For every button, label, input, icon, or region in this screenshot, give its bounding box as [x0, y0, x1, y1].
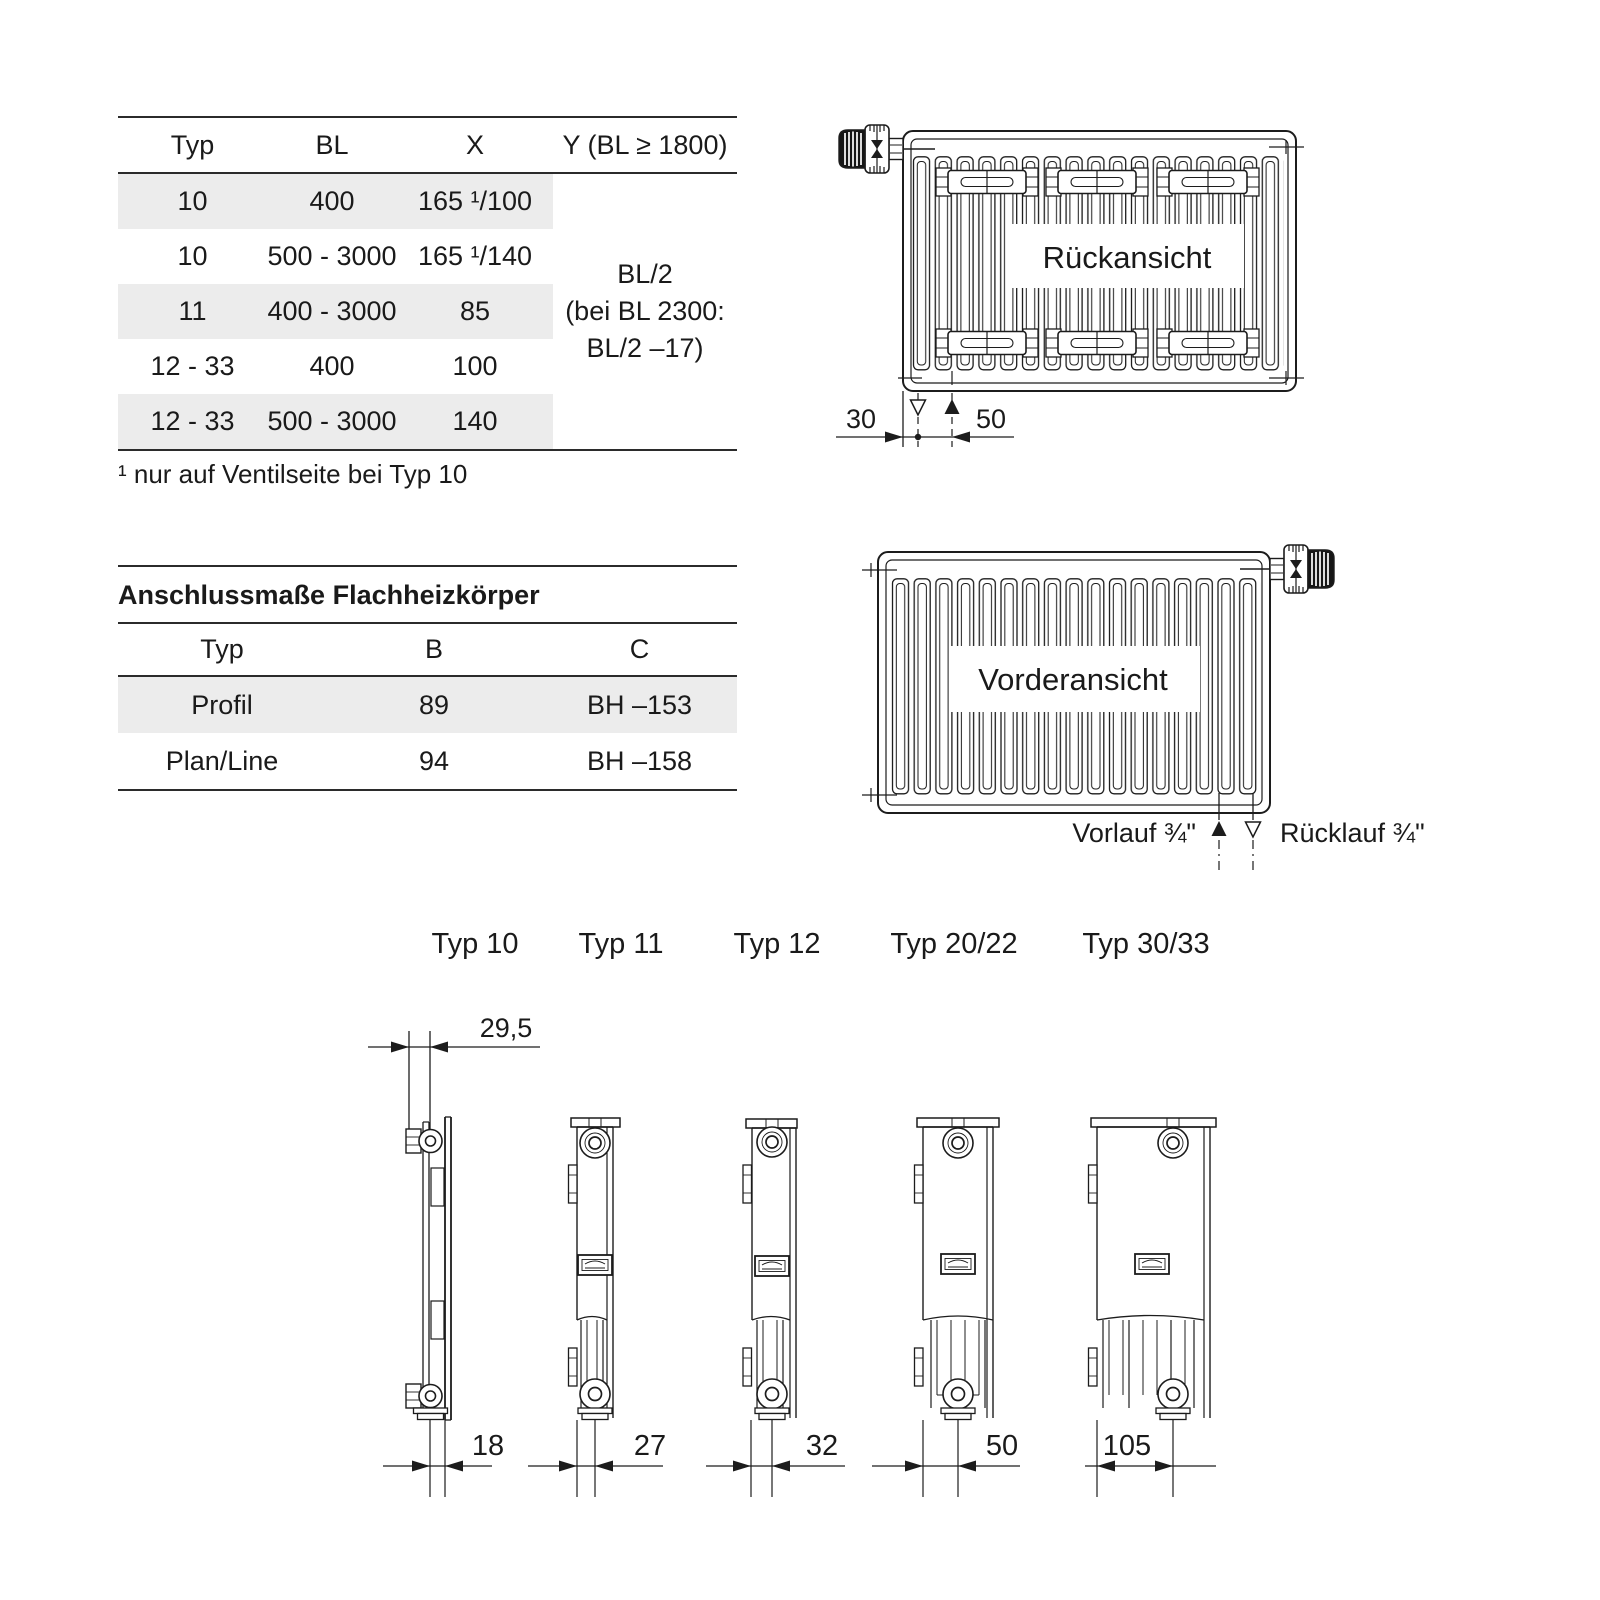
table-cell: BH –153 — [586, 690, 693, 720]
table-cell: 500 - 3000 — [267, 241, 397, 271]
section-typ11 — [528, 1118, 666, 1497]
y-line-2: (bei BL 2300: — [565, 296, 725, 326]
rear-view-drawing — [836, 125, 1304, 447]
thermostat-valve-icon — [1270, 545, 1334, 593]
rear-dim-30: 30 — [845, 404, 877, 434]
table-cell: 400 - 3000 — [267, 284, 397, 339]
dimension-table — [118, 116, 737, 451]
table-footnote: ¹ nur auf Ventilseite bei Typ 10 — [118, 459, 468, 489]
dim-50: 50 — [985, 1430, 1019, 1462]
table-cell: 100 — [452, 351, 498, 381]
flow-label: Vorlauf ¾" — [1072, 818, 1196, 848]
dim-18: 18 — [471, 1430, 505, 1462]
table-cell: 12 - 33 — [150, 351, 235, 381]
rear-dim-50: 50 — [975, 404, 1007, 434]
front-view-drawing — [862, 545, 1425, 870]
table-row — [118, 733, 737, 789]
section-typ2022 — [872, 1118, 1020, 1497]
column-header: Typ — [170, 130, 215, 160]
rear-view-label: Rückansicht — [1042, 240, 1212, 275]
table-cell: 94 — [418, 746, 450, 776]
section-typ12 — [706, 1119, 845, 1497]
dim-27: 27 — [633, 1430, 667, 1462]
column-header: Y (BL ≥ 1800) — [562, 130, 728, 160]
section-label-typ3033: Typ 30/33 — [1082, 928, 1210, 960]
column-header: Typ — [200, 634, 244, 664]
section-typ3033 — [1085, 1118, 1216, 1497]
merged-y-cell — [553, 174, 737, 449]
table-cell: 85 — [397, 284, 553, 339]
table-title: Anschlussmaße Flachheizkörper — [118, 567, 737, 624]
section-label-typ2022: Typ 20/22 — [890, 928, 1018, 960]
dimension-table-header — [118, 118, 737, 174]
thermostat-valve-icon — [839, 125, 903, 173]
section-label-typ12: Typ 12 — [733, 928, 821, 960]
y-line-1: BL/2 — [617, 259, 673, 289]
column-header: BL — [315, 130, 349, 160]
table-cell: 89 — [418, 690, 450, 720]
table-cell: 11 — [118, 284, 267, 339]
section-typ10 — [368, 1013, 540, 1497]
column-header: X — [465, 130, 484, 160]
table-cell: 12 - 33 — [118, 394, 267, 449]
connection-dimensions-table — [118, 565, 737, 791]
table-cell: 400 — [309, 351, 355, 381]
y-line-3: BL/2 –17) — [586, 333, 704, 363]
table-cell: Profil — [191, 690, 253, 720]
dim-105: 105 — [1102, 1430, 1152, 1462]
column-header: B — [424, 634, 443, 664]
connection-table-header — [118, 624, 737, 677]
table-row — [118, 677, 737, 733]
cross-sections — [368, 928, 1216, 1497]
table-cell: 400 — [267, 174, 397, 229]
table-cell: 500 - 3000 — [267, 394, 397, 449]
rear-view-dimensions — [836, 391, 1014, 447]
table-cell: 165 ¹/100 — [397, 174, 553, 229]
return-label: Rücklauf ¾" — [1280, 818, 1425, 848]
front-view-label: Vorderansicht — [978, 662, 1168, 697]
dim-29-5: 29,5 — [479, 1013, 533, 1043]
table-cell: 165 ¹/140 — [417, 241, 533, 271]
dim-32: 32 — [805, 1430, 839, 1462]
table-cell: 10 — [177, 241, 208, 271]
column-header: C — [629, 634, 650, 664]
table-cell: 140 — [397, 394, 553, 449]
table-cell: BH –158 — [586, 746, 693, 776]
table-cell: 10 — [118, 174, 267, 229]
table-cell: Plan/Line — [165, 746, 279, 776]
section-label-typ11: Typ 11 — [578, 928, 664, 960]
section-label-typ10: Typ 10 — [431, 928, 519, 960]
